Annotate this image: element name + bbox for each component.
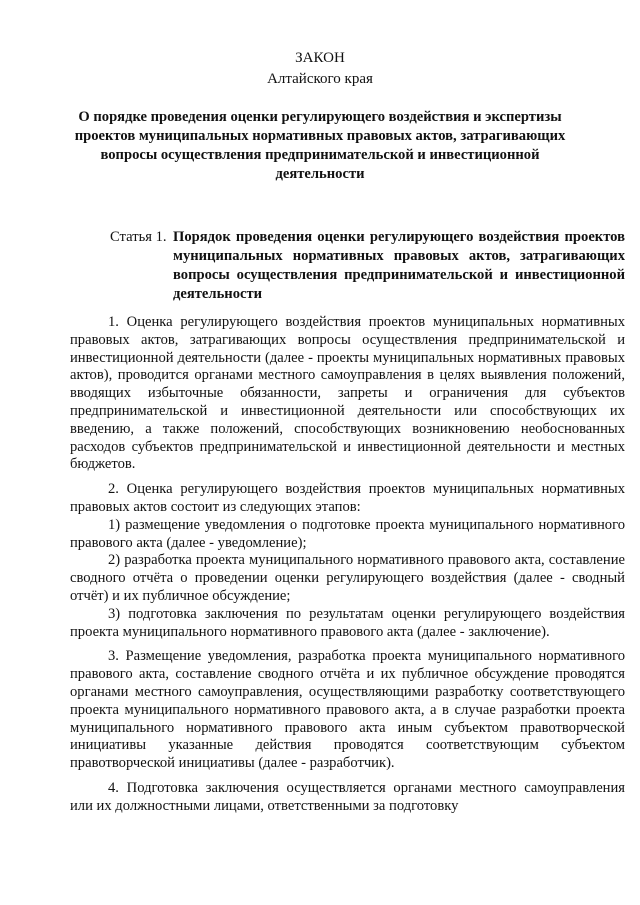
paragraph-2-item-3: 3) подготовка заключения по результатам оценки регулирующего воздействия проекта муниципального нормативного правового акта (далее - заключение).	[70, 605, 625, 640]
paragraph-2: 2. Оценка регулирующего воздействия проектов муниципальных нормативных правовых актов состоит из следующих этапов:	[70, 481, 625, 515]
document-type: ЗАКОН	[295, 50, 345, 66]
paragraph-1: 1. Оценка регулирующего воздействия проектов муниципальных нормативных правовых актов, затрагивающих вопросы осуществления предпринимательской и инвестиционной деятельности (далее - проекты муниципальных нормативных правовых актов), проводится органами местного самоуправления в целях выявления положений, вводящих избыточные обязанности, запреты и ограничения для субъектов предпринимательской и инвестиционной деятельности или способствующих их введению, а также положений, способствующих возникновению необоснованных расходов субъектов предпринимательской и инвестиционной деятельности и местных бюджетов.	[70, 314, 625, 473]
article-title: Порядок проведения оценки регулирующего воздействия проектов муниципальных нормативных правовых актов, затрагивающих вопросы осуществления предпринимательской и инвестиционной деятельности	[173, 229, 625, 302]
paragraph-4: 4. Подготовка заключения осуществляется органами местного самоуправления или их должностными лицами, ответственными за подготовку	[70, 779, 625, 814]
paragraph-3: 3. Размещение уведомления, разработка проекта муниципального нормативного правового акта, составление сводного отчёта и их публичное обсуждение проводятся органами местного самоуправления, осуществляющими разработку соответствующего проекта муниципального нормативного правового акта, а в случае разработки проекта муниципального нормативного правового акта иным субъектом правотворческой инициативы указанные действия проводятся соответствующим субъектом правотворческой инициативы (далее - разработчик).	[70, 648, 625, 772]
document-body	[70, 314, 625, 823]
paragraph-2-item-2: 2) разработка проекта муниципального нормативного правового акта, составление сводного отчёта о проведении оценки регулирующего воздействия (далее - сводный отчёт) и их публичное обсуждение;	[70, 552, 625, 604]
article-number: Статья 1.	[110, 229, 167, 245]
article-heading	[110, 228, 625, 304]
document-region: Алтайского края	[267, 71, 373, 87]
paragraph-2-item-1: 1) размещение уведомления о подготовке проекта муниципального нормативного правового акта (далее - уведомление);	[70, 516, 625, 551]
document-title: О порядке проведения оценки регулирующего воздействия и экспертизы проектов муниципальных нормативных правовых актов, затрагивающих вопросы осуществления предпринимательской и инвестиционной деятельности	[74, 109, 566, 182]
